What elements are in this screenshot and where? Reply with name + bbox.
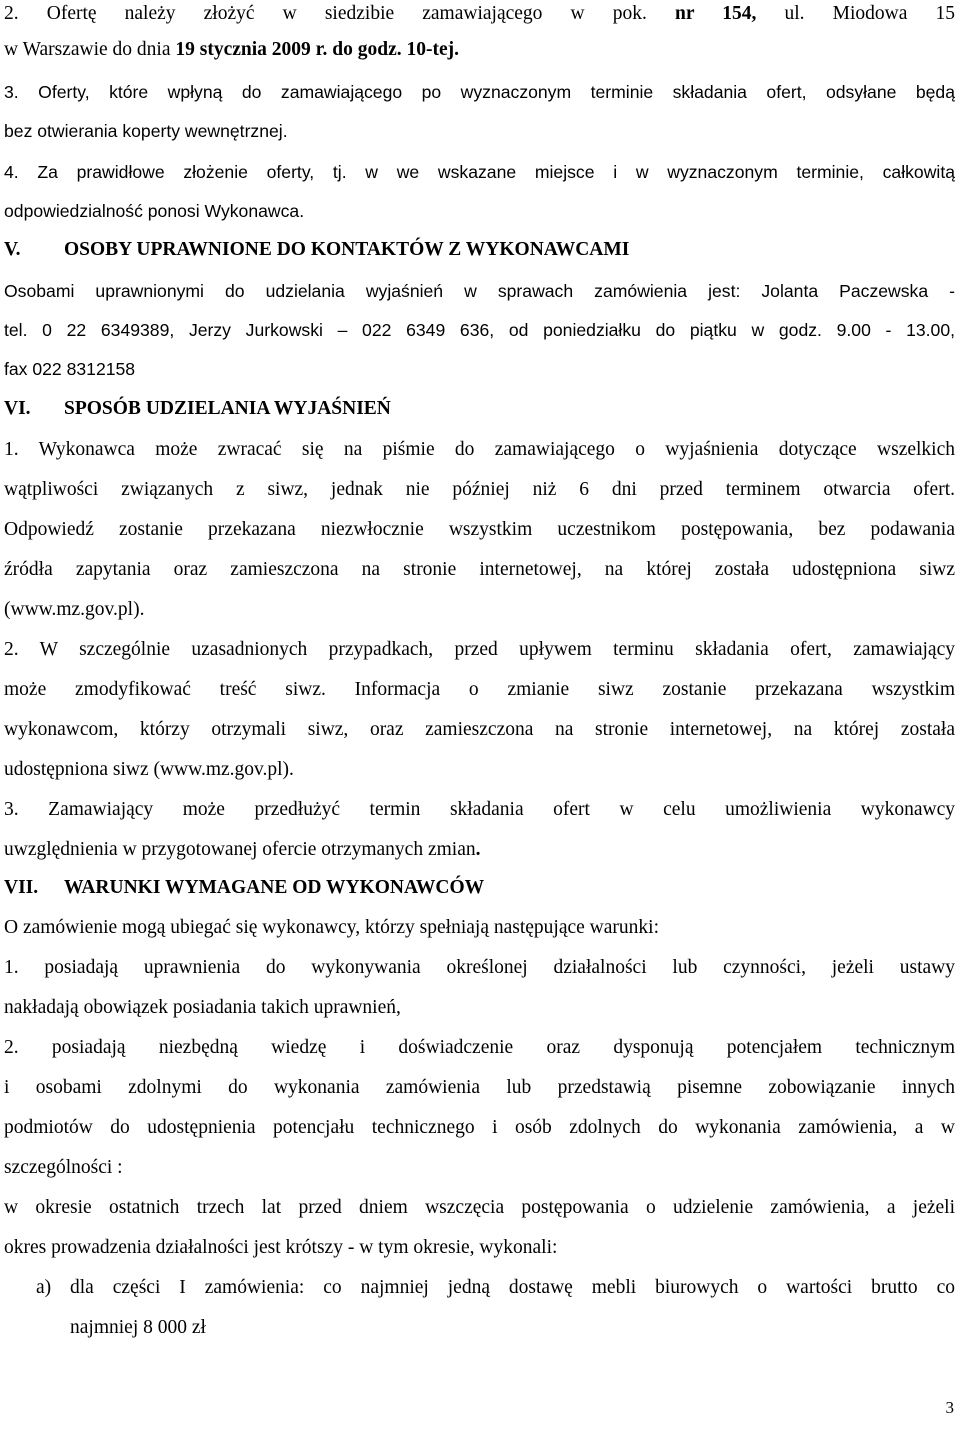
list-item-continuation: najmniej 8 000 zł [70, 1317, 206, 1338]
paragraph-line: O zamówienie mogą ubiegać się wykonawcy, którzy spełniają następujące warunki: [4, 917, 660, 938]
paragraph-line: (www.mz.gov.pl). [4, 599, 145, 620]
paragraph-line: 1. Wykonawca może zwracać się na piśmie do zamawiającego o wyjaśnienia dotyczące wszelkich [4, 439, 955, 460]
page-number: 3 [945, 1398, 954, 1417]
paragraph-line: odpowiedzialność ponosi Wykonawca. [4, 201, 305, 221]
paragraph-line: w Warszawie do dnia 19 stycznia 2009 r. do godz. 10-tej. [4, 39, 459, 60]
paragraph-line: szczególności : [4, 1157, 123, 1178]
paragraph-line: 2. Ofertę należy złożyć w siedzibie zamawiającego w pok. nr 154, ul. Miodowa 15 [4, 3, 955, 24]
paragraph-line: wątpliwości związanych z siwz, jednak nie później niż 6 dni przed terminem otwarcia ofert. [4, 479, 955, 500]
paragraph-line: w okresie ostatnich trzech lat przed dniem wszczęcia postępowania o udzielenie zamówienia, a jeżeli [4, 1197, 955, 1218]
paragraph-line: wykonawcom, którzy otrzymali siwz, oraz zamieszczona na stronie internetowej, na której została [4, 719, 955, 740]
list-item: a) dla części I zamówienia: co najmniej jedną dostawę mebli biurowych o wartości brutto co [36, 1277, 955, 1298]
section-heading: VII. WARUNKI WYMAGANE OD WYKONAWCÓW [4, 877, 485, 898]
paragraph-line: 2. posiadają niezbędną wiedzę i doświadczenie oraz dysponują potencjałem technicznym [4, 1037, 955, 1058]
paragraph-line: 3. Zamawiający może przedłużyć termin składania ofert w celu umożliwienia wykonawcy [4, 799, 955, 820]
paragraph-line: tel. 0 22 6349389, Jerzy Jurkowski – 022 6349 636, od poniedziałku do piątku w godz. 9.00 - 13.00, [4, 320, 955, 340]
paragraph-line: udostępniona siwz (www.mz.gov.pl). [4, 759, 294, 780]
paragraph-line: nakładają obowiązek posiadania takich uprawnień, [4, 997, 401, 1018]
paragraph-line: źródła zapytania oraz zamieszczona na stronie internetowej, na której została udostępniona siwz [4, 559, 955, 580]
paragraph-line: Odpowiedź zostanie przekazana niezwłocznie wszystkim uczestnikom postępowania, bez podawania [4, 519, 955, 540]
paragraph-line: 2. W szczególnie uzasadnionych przypadkach, przed upływem terminu składania ofert, zamawiający [4, 639, 955, 660]
paragraph-line: uwzględnienia w przygotowanej ofercie otrzymanych zmian. [4, 839, 481, 860]
section-heading: VI. SPOSÓB UDZIELANIA WYJAŚNIEŃ [4, 398, 391, 419]
paragraph-line: 3. Oferty, które wpłyną do zamawiającego po wyznaczonym terminie składania ofert, odsyłane będą [4, 82, 955, 102]
section-heading: V. OSOBY UPRAWNIONE DO KONTAKTÓW Z WYKONAWCAMI [4, 239, 630, 260]
paragraph-line: i osobami zdolnymi do wykonania zamówienia lub przedstawią pisemne zobowiązanie innych [4, 1077, 955, 1098]
paragraph-line: 1. posiadają uprawnienia do wykonywania określonej działalności lub czynności, jeżeli ustawy [4, 957, 955, 978]
paragraph-line: podmiotów do udostępnienia potencjału technicznego i osób zdolnych do wykonania zamówienia, a w [4, 1117, 955, 1138]
paragraph-line: może zmodyfikować treść siwz. Informacja o zmianie siwz zostanie przekazana wszystkim [4, 679, 955, 700]
paragraph-line: fax 022 8312158 [4, 359, 136, 379]
paragraph-line: 4. Za prawidłowe złożenie oferty, tj. w we wskazane miejsce i w wyznaczonym terminie, całkowitą [4, 162, 955, 182]
paragraph-line: okres prowadzenia działalności jest krótszy - w tym okresie, wykonali: [4, 1237, 558, 1258]
paragraph-line: Osobami uprawnionymi do udzielania wyjaśnień w sprawach zamówienia jest: Jolanta Paczewska - [4, 281, 955, 301]
paragraph-line: bez otwierania koperty wewnętrznej. [4, 121, 288, 141]
